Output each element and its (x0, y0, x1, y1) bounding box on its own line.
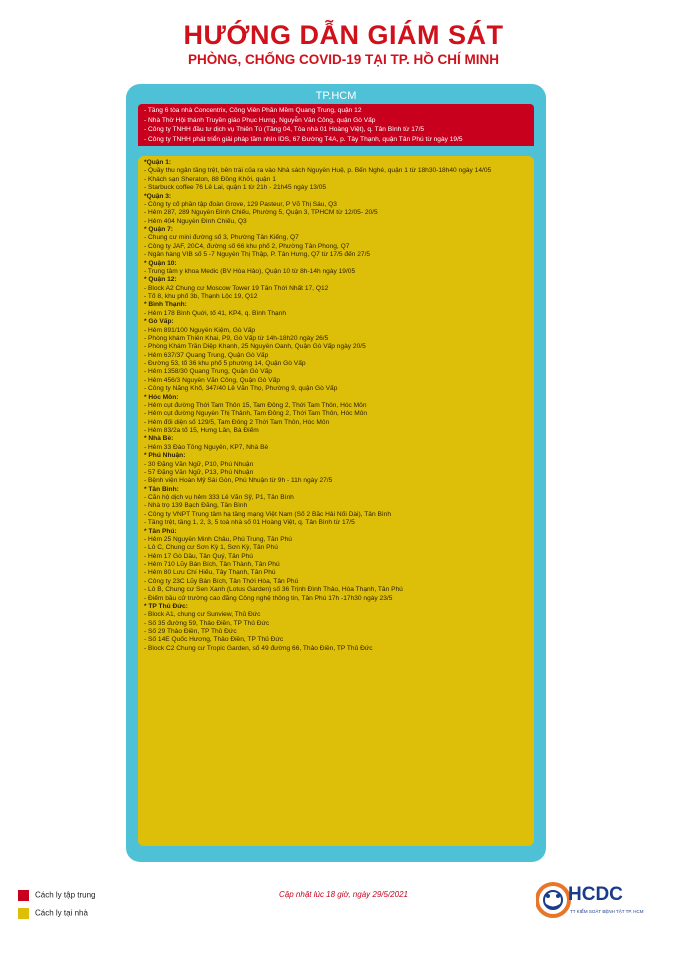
yellow-list-item: - Công ty JAF, 20C4, đường số 66 khu phố 2, Phường Tân Phong, Q7 (144, 242, 350, 250)
red-list-item: - Nhà Thờ Hội thánh Truyền giáo Phục Hưng, Nguyễn Văn Công, quận Gò Vấp (144, 116, 376, 124)
district-heading: * Tân Phú: (144, 527, 177, 535)
yellow-list-item: - Công ty Năng Khổ, 347/40 Lê Văn Thọ, Phường 9, quận Gò Vấp (144, 385, 338, 393)
red-list-item: - Tầng 6 tòa nhà Concentrix, Công Viên Phần Mềm Quang Trung, quận 12 (144, 107, 362, 114)
district-heading: * Phú Nhuận: (144, 452, 186, 460)
legend-concentrated-label: Cách ly tập trung (35, 890, 96, 900)
update-timestamp: Cập nhật lúc 18 giờ, ngày 29/5/2021 (279, 890, 408, 899)
yellow-list-item: - Lô B, Chung cư Sen Xanh (Lotus Garden) số 36 Trịnh Đình Thảo, Hòa Thạnh, Tân Phú (144, 586, 403, 594)
yellow-list-item: - Phòng khám Thiên Khai, P9, Gò Vấp từ 14h-18h20 ngày 26/5 (144, 334, 329, 342)
yellow-list-item: - Chung cư mini đường số 3, Phường Tân Kiểng, Q7 (144, 234, 299, 242)
home-quarantine-list (138, 156, 534, 846)
yellow-list-item: - Hẻm 80 Lưu Chí Hiếu, Tây Thạnh, Tân Phú (144, 569, 276, 577)
yellow-list-item: - Block C2 Chung cư Tropic Garden, số 49 đường 66, Thảo Điền, TP Thủ Đức (144, 644, 373, 652)
yellow-list-item: - Hẻm 710 Lũy Bán Bích, Tân Thành, Tân Phú (144, 561, 280, 568)
legend-yellow-swatch (18, 908, 29, 919)
logo-name: HCDC (568, 884, 623, 905)
yellow-list-item: - Số 29 Thảo Điền, TP Thủ Đức (144, 628, 237, 635)
district-heading: * Bình Thạnh: (144, 301, 187, 309)
yellow-list-item: - Starbuck coffee 76 Lê Lai, quận 1 từ 21h - 21h45 ngày 13/05 (144, 184, 327, 192)
yellow-list-item: - Số 35 đường 59, Thảo Điền, TP Thủ Đức (144, 619, 270, 627)
page-subtitle: PHÒNG, CHỐNG COVID-19 TẠI TP. HỒ CHÍ MINH (187, 52, 500, 67)
yellow-list-item: - 30 Đặng Văn Ngữ, P10, Phú Nhuận (144, 460, 254, 468)
district-heading: * Tân Bình: (144, 485, 179, 493)
yellow-list-item: - Hẻm 17 Gò Dầu, Tân Quý, Tân Phú (144, 552, 253, 560)
district-heading: * Quận 7: (144, 226, 173, 233)
yellow-list-item: - Ngân hàng VIB số 5 -7 Nguyễn Thị Thập, P. Tân Hưng, Q7 từ 17/5 đến 27/5 (144, 251, 371, 259)
yellow-list-item: - Hẻm 637/37 Quang Trung, Quận Gò Vấp (144, 351, 269, 359)
district-heading: * Quận 10: (144, 259, 177, 267)
legend-home-label: Cách ly tại nhà (35, 908, 88, 918)
yellow-list-item: - Hẻm 178 Bình Quới, tổ 41, KP4, q. Bình Thạnh (144, 309, 287, 317)
district-heading: * Gò Vấp: (144, 318, 174, 326)
district-heading: * Hóc Môn: (144, 393, 179, 401)
district-heading: *Quận 3: (144, 192, 172, 200)
yellow-list-item: - Quầy thu ngân tầng trệt, bên trái của ra vào Nhà sách Nguyễn Huệ, p. Bến Nghé, quận 1 từ 18h30-18h40 ngày 14/05 (144, 167, 492, 175)
yellow-list-item: - Hẻm 404 Nguyễn Đình Chiểu, Q3 (144, 217, 247, 225)
yellow-list-item: - Điểm bầu cử trường cao đẳng Công nghệ thông tin, Tân Phú 17h -17h30 ngày 23/5 (144, 594, 393, 602)
page-title: HƯỚNG DẪN GIÁM SÁT (183, 20, 504, 50)
concentrated-quarantine-list (138, 104, 534, 146)
yellow-list-item: - Hẻm 891/100 Nguyễn Kiệm, Gò Vấp (144, 326, 256, 334)
district-heading: * TP Thủ Đức: (144, 602, 188, 610)
district-heading: * Quận 12: (144, 276, 177, 284)
legend-home (18, 908, 88, 919)
yellow-list-item: - Số 14E Quốc Hương, Thảo Điền, TP Thủ Đức (144, 636, 284, 644)
tphcm-panel (126, 84, 546, 862)
yellow-list-item: - Trung tâm y khoa Medic (BV Hòa Hảo), Quận 10 từ 8h-14h ngày 19/05 (144, 267, 356, 275)
yellow-list-item: - Hẻm 83/2a tổ 15, Hưng Lân, Bà Điểm (144, 427, 259, 434)
yellow-list-item: - Bệnh viện Hoàn Mỹ Sài Gòn, Phú Nhuận từ 9h - 11h ngày 27/5 (144, 477, 333, 485)
yellow-list-item: - Hẻm 1358/30 Quang Trung, Quận Gò Vấp (144, 368, 272, 376)
yellow-list-item: - Phòng Khám Trần Diệp Khanh, 25 Nguyễn Oanh, Quận Gò Vấp ngày 20/5 (144, 343, 366, 351)
logo-subtitle: TT KIỂM SOÁT BỆNH TẬT TP. HCM (570, 909, 644, 914)
yellow-list-item: - Nhà trọ 139 Bạch Đằng, Tân Bình (144, 502, 248, 510)
yellow-list-item: - Hẻm 287, 289 Nguyễn Đình Chiểu, Phường 5, Quận 3, TPHCM từ 12/05- 20/5 (144, 209, 378, 217)
district-heading: * Nhà Bè: (144, 435, 174, 443)
yellow-list-item: - Lô C, Chung cư Sơn Kỳ 1, Sơn Kỳ, Tân Phú (144, 544, 278, 552)
yellow-list-item: - Hẻm cụt đường Thới Tam Thôn 15, Tam Đông 2, Thới Tam Thôn, Hóc Môn (144, 401, 367, 409)
yellow-list-item: - Tổ 8, khu phố 3b, Thạnh Lộc 19, Q12 (144, 293, 258, 300)
yellow-list-item: - Block A2 Chung cư Moscow Tower 19 Tân Thới Nhất 17, Q12 (144, 284, 329, 292)
yellow-list-item: - Khách sạn Sheraton, 88 Đồng Khởi, quận 1 (144, 175, 276, 183)
red-list-item: - Công ty TNHH đầu tư dịch vụ Thiên Tú (Tầng 04, Tòa nhà 01 Hoàng Việt), q. Tân Bình từ 17/5 (144, 126, 425, 133)
yellow-list-item: - Công ty 23C Lũy Bán Bích, Tân Thới Hòa, Tân Phú (144, 577, 299, 585)
district-heading: *Quận 1: (144, 159, 172, 166)
yellow-list-item: - Công ty cổ phần tập đoàn Grove, 129 Pasteur, P Võ Thị Sáu, Q3 (144, 200, 337, 208)
yellow-list-item: - Block A1, chung cư Sunview, Thủ Đức (144, 611, 261, 619)
yellow-list-item: - Hẻm 33 Đào Tông Nguyên, KP7, Nhà Bè (144, 443, 269, 451)
yellow-list-item: - Hẻm đối diện số 129/5, Tam Đông 2 Thới Tam Thôn, Hóc Môn (144, 418, 330, 426)
yellow-list-item: - Tầng trệt, tầng 1, 2, 3, 5 toà nhà số 01 Hoàng Việt, q. Tân Bình từ 17/5 (144, 519, 355, 527)
yellow-list-item: - Đường 53, tổ 36 khu phố 5 phường 14, Quận Gò Vấp (144, 360, 306, 367)
red-list-item: - Công ty TNHH phát triển giải pháp tầm nhìn IDS, 67 Đường T4A, p. Tây Thạnh, quận Tân Phú từ ngày 19/5 (144, 135, 463, 143)
panel-label: TP.HCM (315, 90, 357, 102)
yellow-list-item: - Hẻm 456/3 Nguyễn Văn Công, Quận Gò Vấp (144, 376, 280, 384)
yellow-list-item: - Hẻm cụt đường Nguyễn Thị Thảnh, Tam Đông 2, Thới Tam Thôn, Hóc Môn (144, 410, 368, 418)
yellow-list-item: - 57 Đặng Văn Ngữ, P13, Phú Nhuận (144, 468, 254, 476)
yellow-list-item: - Công ty VNPT Trung tâm hạ tầng mạng Việt Nam (Số 2 Bắc Hải Nối Dài), Tân Bình (144, 510, 392, 518)
yellow-list-item: - Căn hộ dịch vụ hẻm 333 Lê Văn Sỹ, P1, Tân Bình (144, 494, 294, 501)
yellow-list-item: - Hẻm 25 Nguyễn Minh Châu, Phú Trung, Tân Phú (144, 535, 292, 543)
